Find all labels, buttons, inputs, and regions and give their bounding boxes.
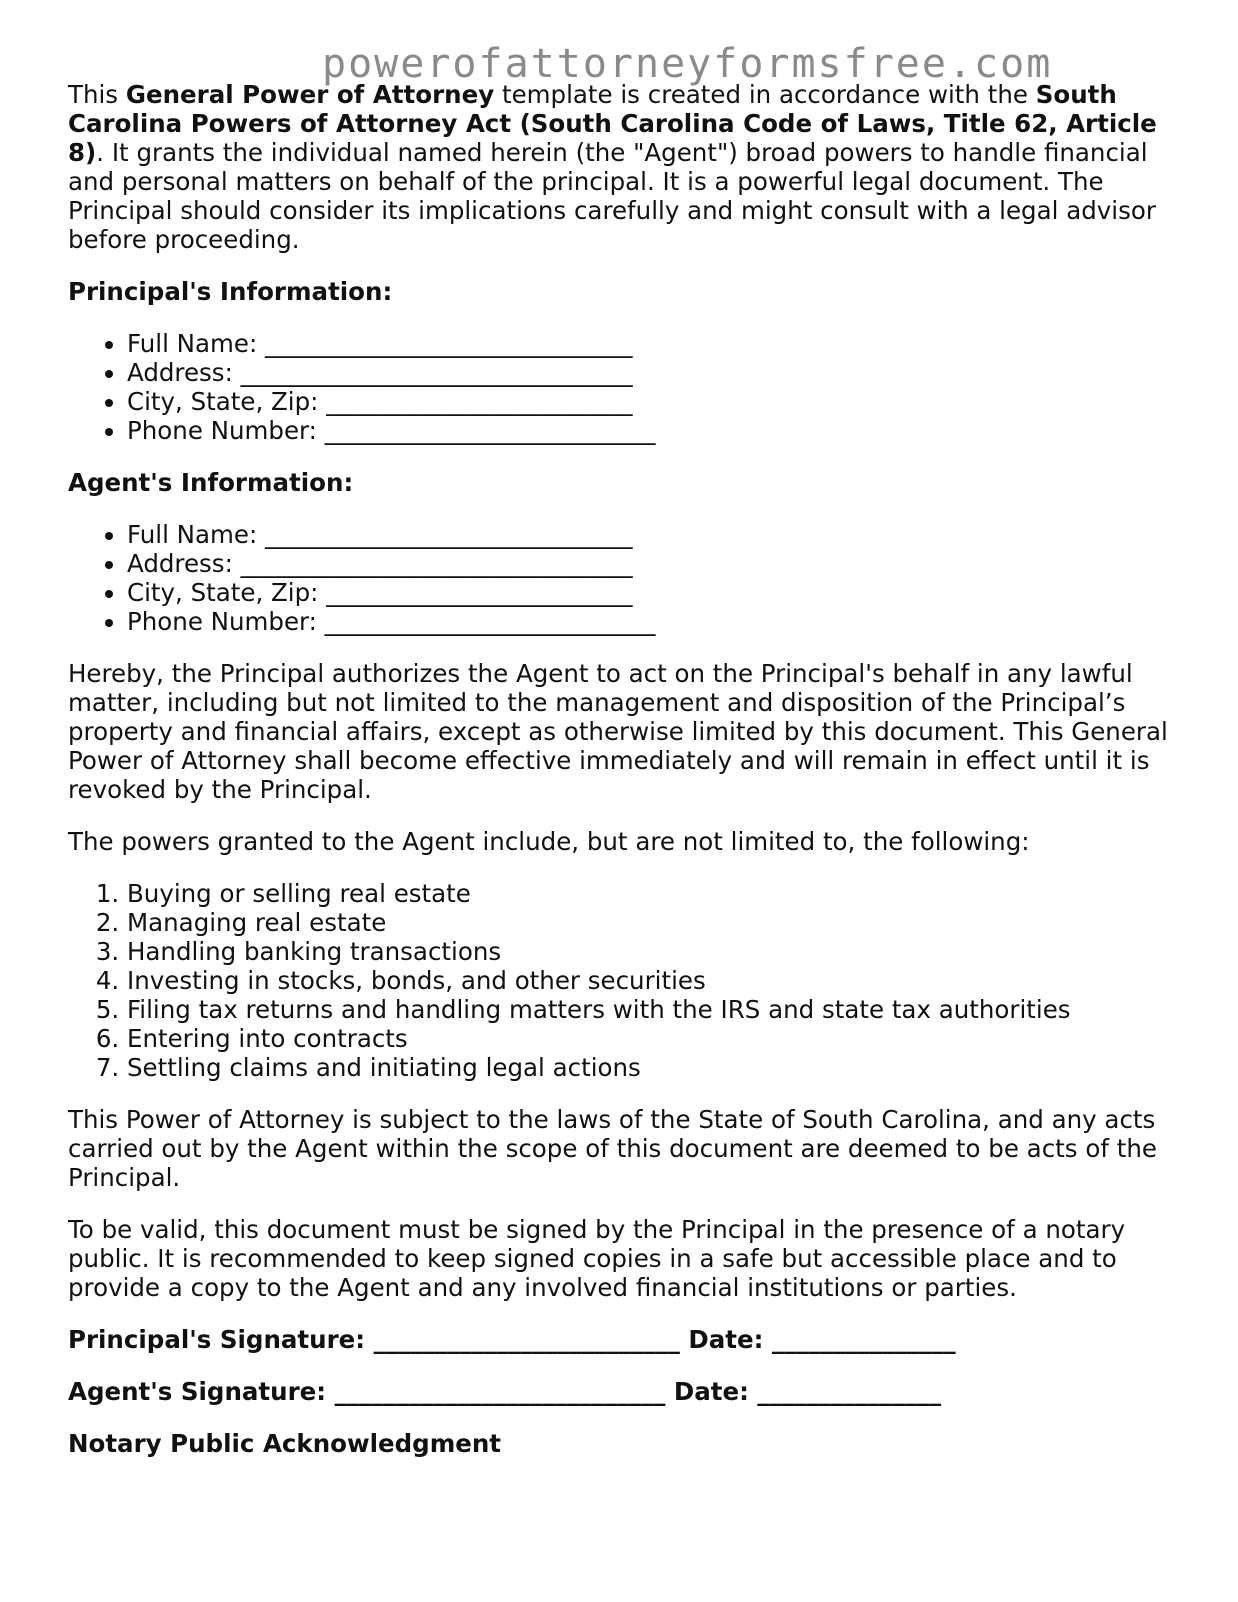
agent-full-name-field: • Full Name: ______________________________	[127, 520, 1178, 549]
intro-text-1: This	[68, 80, 126, 109]
power-item: 7. Settling claims and initiating legal actions	[127, 1053, 1178, 1082]
principal-signature-line: Principal's Signature: _________________________ Date: _______________	[68, 1325, 956, 1354]
powers-list	[68, 879, 1178, 1082]
agent-phone-field: • Phone Number: ___________________________	[127, 607, 1178, 636]
power-item: 1. Buying or selling real estate	[127, 879, 1178, 908]
intro-text-3: . It grants the individual named herein (the "Agent") broad powers to handle financial and personal matters on behalf of the principal. It is a powerful legal document. The Principal should consider its implications carefully and might consult with a legal advisor before proceeding.	[68, 138, 1156, 254]
principal-city-state-zip-field: • City, State, Zip: _________________________	[127, 387, 1178, 416]
principal-info-list	[68, 329, 1178, 445]
power-item: 2. Managing real estate	[127, 908, 1178, 937]
power-item: 5. Filing tax returns and handling matters with the IRS and state tax authorities	[127, 995, 1178, 1024]
principal-address-field: • Address: ________________________________	[127, 358, 1178, 387]
notary-heading: Notary Public Acknowledgment	[68, 1429, 502, 1458]
power-item: 3. Handling banking transactions	[127, 937, 1178, 966]
governing-law-paragraph: This Power of Attorney is subject to the laws of the State of South Carolina, and any acts carried out by the Agent within the scope of this document are deemed to be acts of the Principal.	[68, 1105, 1157, 1192]
principal-full-name-field: • Full Name: ______________________________	[127, 329, 1178, 358]
validity-paragraph: To be valid, this document must be signed by the Principal in the presence of a notary public. It is recommended to keep signed copies in a safe but accessible place and to provide a copy to the Agent and any involved financial institutions or parties.	[68, 1215, 1126, 1302]
agent-city-state-zip-field: • City, State, Zip: _________________________	[127, 578, 1178, 607]
power-item: 4. Investing in stocks, bonds, and other securities	[127, 966, 1178, 995]
agent-info-list	[68, 520, 1178, 636]
intro-bold-title: General Power of Attorney	[125, 80, 495, 109]
intro-bold-act: South Carolina Powers of Attorney Act (South Carolina Code of Laws, Title 62, Article 8)	[68, 80, 1157, 167]
powers-intro: The powers granted to the Agent include, but are not limited to, the following:	[68, 827, 1030, 856]
principal-phone-field: • Phone Number: ___________________________	[127, 416, 1178, 445]
authorization-paragraph: Hereby, the Principal authorizes the Agent to act on the Principal's behalf in any lawful matter, including but not limited to the management and disposition of the Principal’s property and financial affairs, except as otherwise limited by this document. This General Power of Attorney shall become effective immediately and will remain in effect until it is revoked by the Principal.	[68, 659, 1168, 804]
intro-text-2: template is created in accordance with the	[494, 80, 1036, 109]
agent-signature-line: Agent's Signature: ___________________________ Date: _______________	[68, 1377, 942, 1406]
document-body	[68, 80, 1178, 1481]
watermark: powerofattorneyformsfree.com	[322, 41, 1053, 87]
agent-address-field: • Address: ________________________________	[127, 549, 1178, 578]
power-item: 6. Entering into contracts	[127, 1024, 1178, 1053]
intro-paragraph	[68, 80, 1178, 254]
principal-info-heading: Principal's Information:	[68, 277, 393, 306]
agent-info-heading: Agent's Information:	[68, 468, 354, 497]
